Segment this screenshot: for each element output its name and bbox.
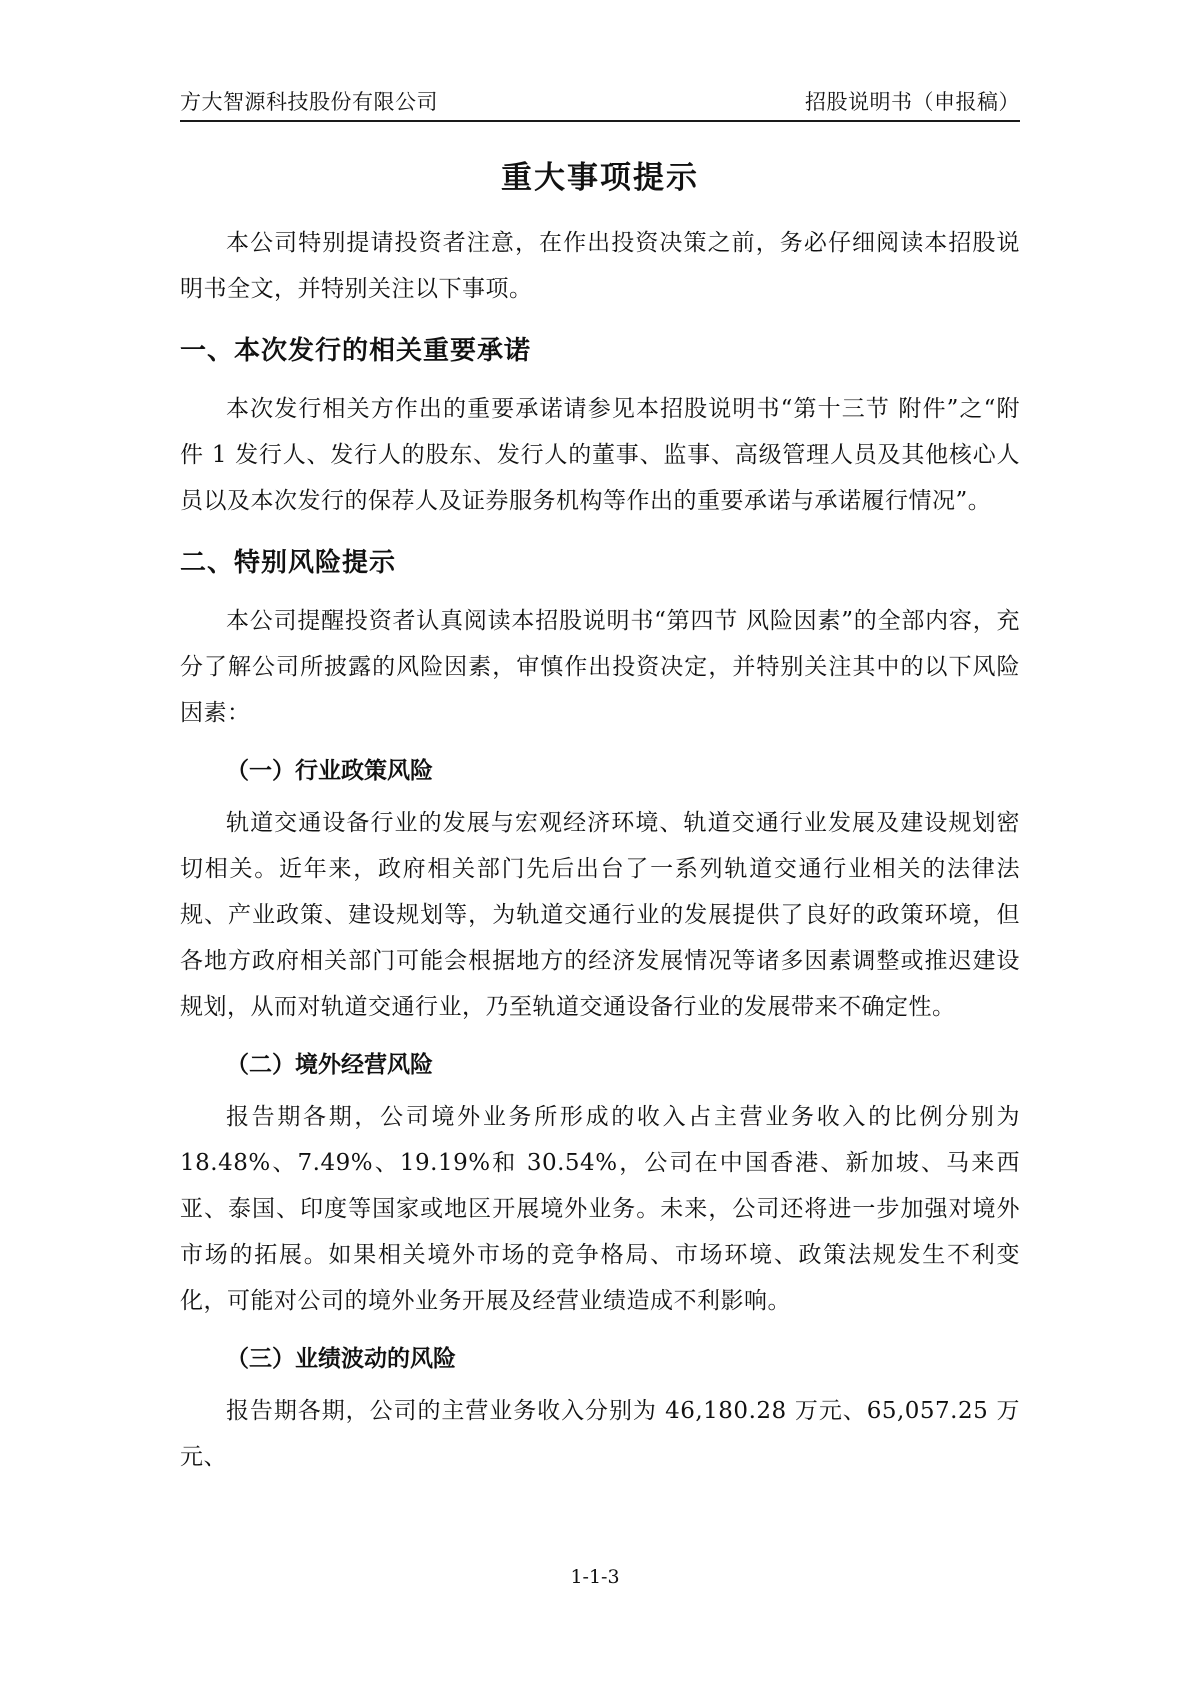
page-header (180, 80, 1020, 122)
page-title: 重大事项提示 (501, 160, 699, 196)
section-commitments-paragraph: 本次发行相关方作出的重要承诺请参见本招股说明书“第十三节 附件”之“附件 1 发行人、发行人的股东、发行人的董事、监事、高级管理人员及其他核心人员以及本次发行的保荐人及证券服务机构等作出的重要承诺与承诺履行情况”。 (180, 396, 1020, 514)
subsection-heading-performance-risk: （三）业绩波动的风险 (226, 1346, 456, 1372)
section-heading-commitments: 一、本次发行的相关重要承诺 (180, 336, 532, 366)
overseas-risk-paragraph: 报告期各期，公司境外业务所形成的收入占主营业务收入的比例分别为 18.48%、7.49%、19.19%和 30.54%，公司在中国香港、新加坡、马来西亚、泰国、印度等国家或地区开展境外业务。未来，公司还将进一步加强对境外市场的拓展。如果相关境外市场的竞争格局、市场环境、政策法规发生不利变化，可能对公司的境外业务开展及经营业绩造成不利影响。 (180, 1104, 1020, 1314)
header-document-type: 招股说明书（申报稿） (805, 90, 1020, 114)
intro-paragraph: 本公司特别提请投资者注意，在作出投资决策之前，务必仔细阅读本招股说明书全文，并特别关注以下事项。 (180, 230, 1020, 302)
policy-risk-paragraph: 轨道交通设备行业的发展与宏观经济环境、轨道交通行业发展及建设规划密切相关。近年来，政府相关部门先后出台了一系列轨道交通行业相关的法律法规、产业政策、建设规划等，为轨道交通行业的发展提供了良好的政策环境，但各地方政府相关部门可能会根据地方的经济发展情况等诸多因素调整或推迟建设规划，从而对轨道交通行业，乃至轨道交通设备行业的发展带来不确定性。 (180, 810, 1020, 1020)
page-number: 1-1-3 (570, 1566, 620, 1588)
document-body (180, 150, 1020, 1480)
section-risk-warning-paragraph: 本公司提醒投资者认真阅读本招股说明书“第四节 风险因素”的全部内容，充分了解公司所披露的风险因素，审慎作出投资决定，并特别关注其中的以下风险因素： (180, 608, 1020, 726)
header-company-name: 方大智源科技股份有限公司 (180, 90, 438, 114)
subsection-heading-policy-risk: （一）行业政策风险 (226, 758, 433, 784)
section-heading-risk-warning: 二、特别风险提示 (180, 548, 397, 578)
subsection-heading-overseas-risk: （二）境外经营风险 (226, 1052, 433, 1078)
performance-risk-paragraph: 报告期各期，公司的主营业务收入分别为 46,180.28 万元、65,057.25 万元、 (180, 1398, 1020, 1470)
